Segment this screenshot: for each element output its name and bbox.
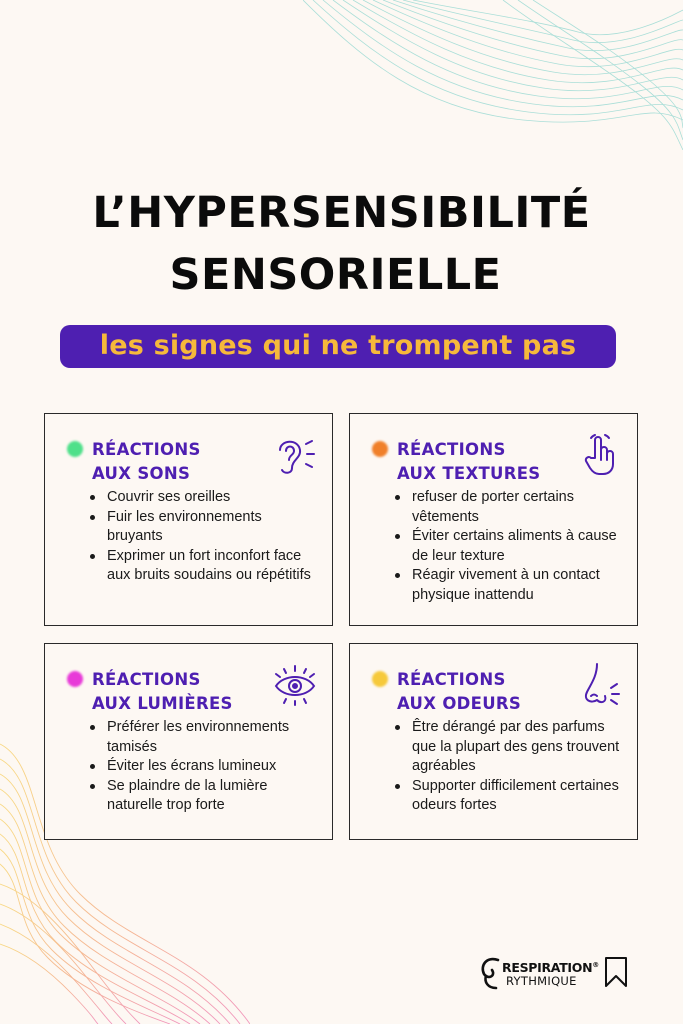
list-item: Couvrir ses oreilles [87, 488, 318, 508]
status-dot [372, 671, 388, 687]
registered-mark: ® [592, 960, 599, 969]
status-dot [67, 441, 83, 457]
page-title-line-2: SENSORIELLE [169, 250, 502, 300]
card-title-line-1: RÉACTIONS [397, 670, 506, 689]
card-sounds [44, 413, 333, 626]
status-dot [372, 441, 388, 457]
card-lights [44, 643, 333, 840]
card-title [397, 438, 541, 486]
card-title [92, 438, 201, 486]
bookmark-icon[interactable] [604, 956, 628, 988]
list-item: Être dérangé par des parfums que la plupart des gens trouvent agréables [392, 718, 623, 777]
pointing-hand-icon [577, 432, 623, 478]
card-smells [349, 643, 638, 840]
logo-text-line-1 [502, 960, 599, 975]
list-item: Fuir les environnements bruyants [87, 508, 318, 547]
card-title [397, 668, 521, 716]
logo-text-line-2: RYTHMIQUE [506, 974, 577, 988]
status-dot [67, 671, 83, 687]
brand-logo[interactable] [478, 954, 598, 990]
card-textures [349, 413, 638, 626]
card-title-line-2: AUX SONS [92, 464, 191, 483]
card-title-line-1: RÉACTIONS [92, 670, 201, 689]
card-list [392, 488, 623, 605]
list-item: Préférer les environnements tamisés [87, 718, 318, 757]
subtitle-banner: les signes qui ne trompent pas [60, 325, 616, 368]
wave-decoration-top [303, 0, 683, 150]
card-title-line-1: RÉACTIONS [92, 440, 201, 459]
card-title [92, 668, 233, 716]
logo-line-1: RESPIRATION [502, 960, 593, 975]
card-title-line-2: AUX TEXTURES [397, 464, 541, 483]
logo-mark-icon [478, 954, 504, 990]
list-item: Éviter les écrans lumineux [87, 757, 318, 777]
card-title-line-1: RÉACTIONS [397, 440, 506, 459]
list-item: Exprimer un fort inconfort face aux bruits soudains ou répétitifs [87, 547, 318, 586]
list-item: Réagir vivement à un contact physique inattendu [392, 566, 623, 605]
card-list [87, 718, 318, 816]
card-title-line-2: AUX LUMIÈRES [92, 694, 233, 713]
list-item: Se plaindre de la lumière naturelle trop forte [87, 777, 318, 816]
list-item: Supporter difficilement certaines odeurs fortes [392, 777, 623, 816]
ear-icon [272, 432, 318, 478]
list-item: Éviter certains aliments à cause de leur texture [392, 527, 623, 566]
card-title-line-2: AUX ODEURS [397, 694, 522, 713]
page-title-line-1: L’HYPERSENSIBILITÉ [92, 188, 591, 238]
card-list [87, 488, 318, 586]
eye-icon [272, 662, 318, 708]
card-list [392, 718, 623, 816]
list-item: refuser de porter certains vêtements [392, 488, 623, 527]
nose-icon [577, 662, 623, 708]
